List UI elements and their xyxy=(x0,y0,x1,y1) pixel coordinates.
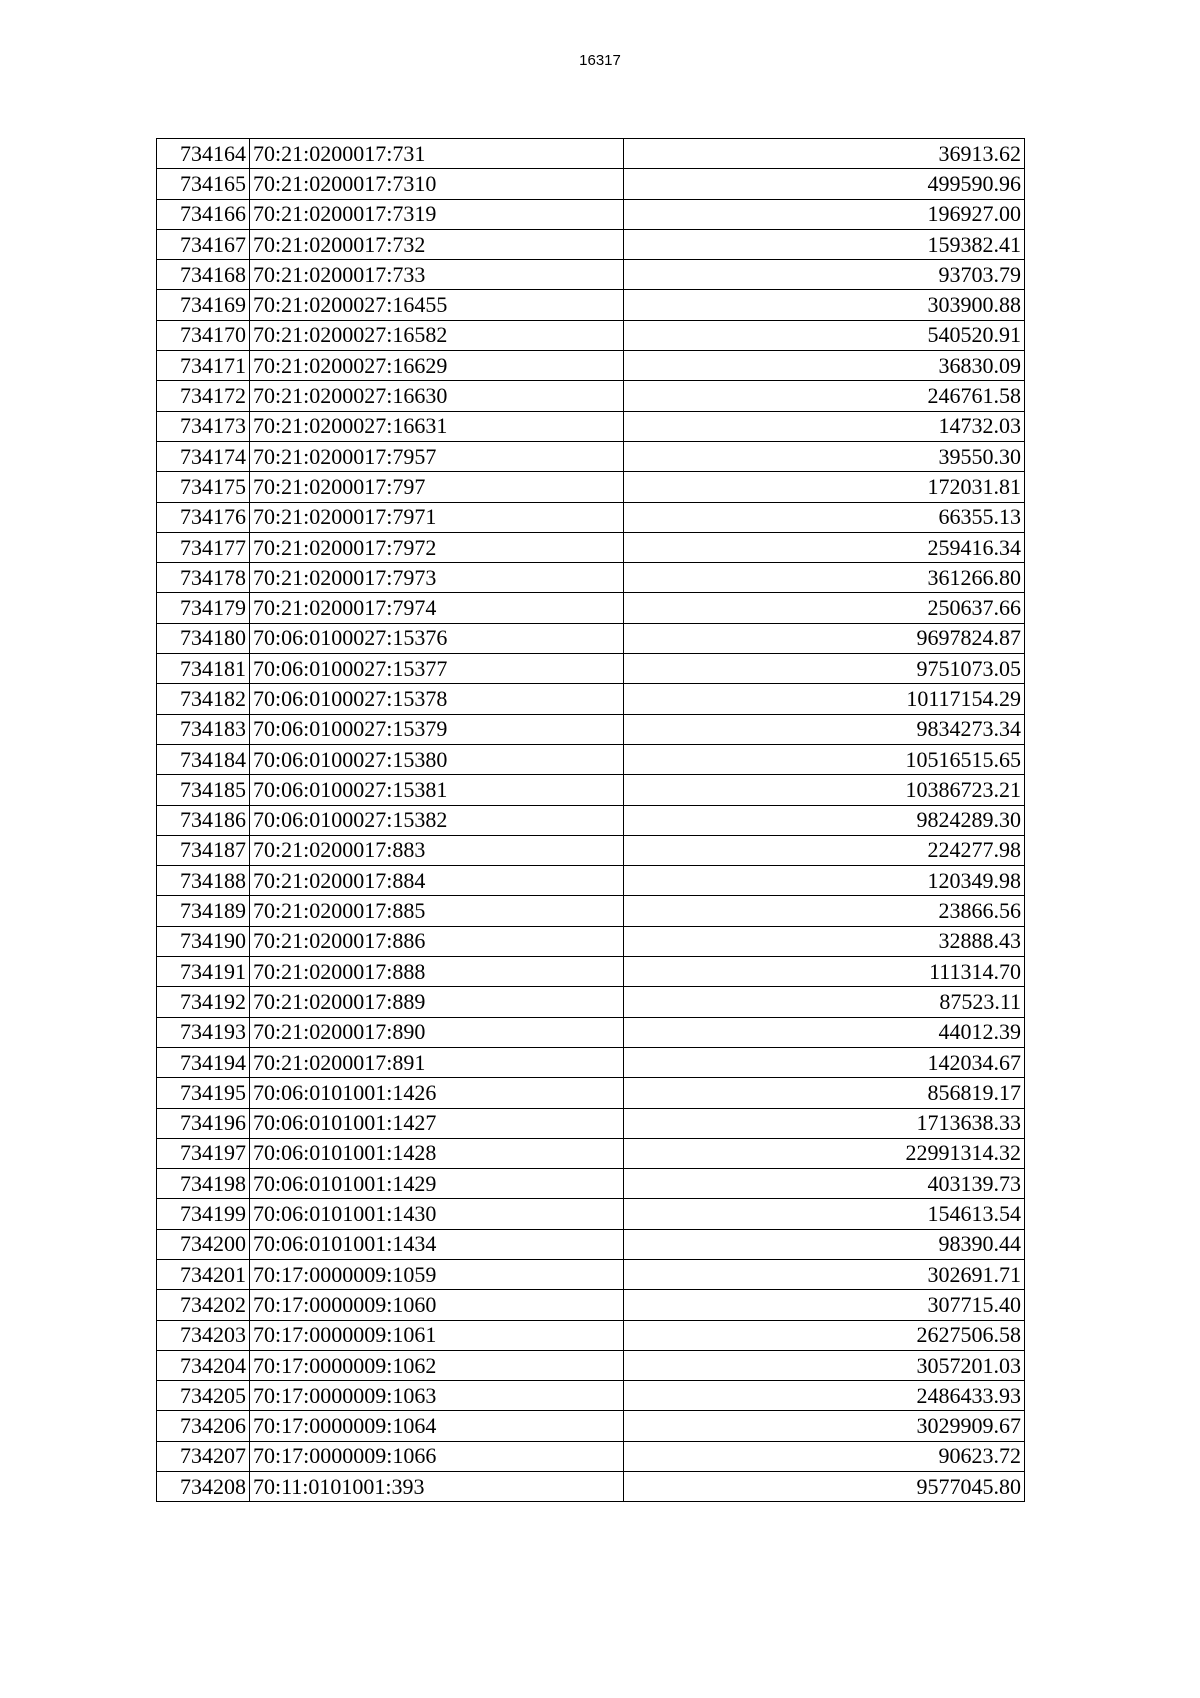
row-number-cell: 734198 xyxy=(157,1169,250,1199)
table-row xyxy=(157,1381,1025,1411)
table-row xyxy=(157,1320,1025,1350)
value-cell: 22991314.32 xyxy=(624,1138,1025,1168)
cadastral-number-cell: 70:21:0200027:16631 xyxy=(250,411,624,441)
cadastral-number-cell: 70:21:0200017:885 xyxy=(250,896,624,926)
row-number-cell: 734202 xyxy=(157,1290,250,1320)
value-cell: 250637.66 xyxy=(624,593,1025,623)
cadastral-number-cell: 70:17:0000009:1059 xyxy=(250,1259,624,1289)
cadastral-number-cell: 70:21:0200017:889 xyxy=(250,987,624,1017)
value-cell: 2486433.93 xyxy=(624,1381,1025,1411)
row-number-cell: 734179 xyxy=(157,593,250,623)
value-cell: 90623.72 xyxy=(624,1441,1025,1471)
table-row xyxy=(157,1138,1025,1168)
row-number-cell: 734172 xyxy=(157,381,250,411)
value-cell: 154613.54 xyxy=(624,1199,1025,1229)
table-row xyxy=(157,926,1025,956)
cadastral-number-cell: 70:06:0101001:1430 xyxy=(250,1199,624,1229)
row-number-cell: 734195 xyxy=(157,1078,250,1108)
value-cell: 142034.67 xyxy=(624,1047,1025,1077)
row-number-cell: 734189 xyxy=(157,896,250,926)
cadastral-number-cell: 70:17:0000009:1061 xyxy=(250,1320,624,1350)
row-number-cell: 734164 xyxy=(157,139,250,169)
table-row xyxy=(157,411,1025,441)
table-row xyxy=(157,320,1025,350)
value-cell: 9824289.30 xyxy=(624,805,1025,835)
table-row xyxy=(157,563,1025,593)
row-number-cell: 734180 xyxy=(157,623,250,653)
table-row xyxy=(157,866,1025,896)
cadastral-number-cell: 70:21:0200017:731 xyxy=(250,139,624,169)
row-number-cell: 734188 xyxy=(157,866,250,896)
value-cell: 39550.30 xyxy=(624,441,1025,471)
value-cell: 10516515.65 xyxy=(624,744,1025,774)
row-number-cell: 734186 xyxy=(157,805,250,835)
value-cell: 172031.81 xyxy=(624,472,1025,502)
table-row xyxy=(157,199,1025,229)
row-number-cell: 734196 xyxy=(157,1108,250,1138)
cadastral-number-cell: 70:11:0101001:393 xyxy=(250,1472,624,1502)
row-number-cell: 734169 xyxy=(157,290,250,320)
table-row xyxy=(157,1441,1025,1471)
cadastral-number-cell: 70:17:0000009:1064 xyxy=(250,1411,624,1441)
table-row xyxy=(157,896,1025,926)
cadastral-number-cell: 70:06:0100027:15378 xyxy=(250,684,624,714)
value-cell: 10117154.29 xyxy=(624,684,1025,714)
value-cell: 361266.80 xyxy=(624,563,1025,593)
cadastral-number-cell: 70:17:0000009:1062 xyxy=(250,1350,624,1380)
value-cell: 2627506.58 xyxy=(624,1320,1025,1350)
row-number-cell: 734166 xyxy=(157,199,250,229)
cadastral-number-cell: 70:06:0101001:1426 xyxy=(250,1078,624,1108)
cadastral-number-cell: 70:21:0200017:884 xyxy=(250,866,624,896)
row-number-cell: 734191 xyxy=(157,957,250,987)
table-row xyxy=(157,654,1025,684)
cadastral-number-cell: 70:21:0200017:7973 xyxy=(250,563,624,593)
value-cell: 159382.41 xyxy=(624,229,1025,259)
table-row xyxy=(157,1169,1025,1199)
table-row xyxy=(157,987,1025,1017)
row-number-cell: 734171 xyxy=(157,351,250,381)
row-number-cell: 734203 xyxy=(157,1320,250,1350)
row-number-cell: 734170 xyxy=(157,320,250,350)
table-row xyxy=(157,775,1025,805)
row-number-cell: 734197 xyxy=(157,1138,250,1168)
value-cell: 307715.40 xyxy=(624,1290,1025,1320)
table-row xyxy=(157,1350,1025,1380)
cadastral-number-cell: 70:21:0200017:7319 xyxy=(250,199,624,229)
cadastral-number-cell: 70:21:0200027:16630 xyxy=(250,381,624,411)
value-cell: 32888.43 xyxy=(624,926,1025,956)
cadastral-number-cell: 70:21:0200017:891 xyxy=(250,1047,624,1077)
cadastral-number-cell: 70:06:0100027:15376 xyxy=(250,623,624,653)
cadastral-number-cell: 70:06:0100027:15379 xyxy=(250,714,624,744)
table-row xyxy=(157,381,1025,411)
table-row xyxy=(157,805,1025,835)
value-cell: 10386723.21 xyxy=(624,775,1025,805)
value-cell: 120349.98 xyxy=(624,866,1025,896)
value-cell: 98390.44 xyxy=(624,1229,1025,1259)
row-number-cell: 734181 xyxy=(157,654,250,684)
cadastral-number-cell: 70:21:0200027:16629 xyxy=(250,351,624,381)
row-number-cell: 734165 xyxy=(157,169,250,199)
row-number-cell: 734192 xyxy=(157,987,250,1017)
table-row xyxy=(157,957,1025,987)
value-cell: 1713638.33 xyxy=(624,1108,1025,1138)
table-row xyxy=(157,1229,1025,1259)
value-cell: 3057201.03 xyxy=(624,1350,1025,1380)
value-cell: 9577045.80 xyxy=(624,1472,1025,1502)
value-cell: 23866.56 xyxy=(624,896,1025,926)
row-number-cell: 734201 xyxy=(157,1259,250,1289)
table-row xyxy=(157,1078,1025,1108)
cadastral-number-cell: 70:06:0100027:15377 xyxy=(250,654,624,684)
value-cell: 196927.00 xyxy=(624,199,1025,229)
table-row xyxy=(157,472,1025,502)
table-row xyxy=(157,502,1025,532)
value-cell: 302691.71 xyxy=(624,1259,1025,1289)
value-cell: 259416.34 xyxy=(624,532,1025,562)
table-row xyxy=(157,1259,1025,1289)
table-row xyxy=(157,532,1025,562)
table-row xyxy=(157,623,1025,653)
table-row xyxy=(157,260,1025,290)
row-number-cell: 734205 xyxy=(157,1381,250,1411)
table-body xyxy=(157,139,1025,1502)
cadastral-number-cell: 70:21:0200027:16455 xyxy=(250,290,624,320)
row-number-cell: 734187 xyxy=(157,835,250,865)
cadastral-number-cell: 70:06:0100027:15382 xyxy=(250,805,624,835)
cadastral-number-cell: 70:21:0200017:883 xyxy=(250,835,624,865)
cadastral-number-cell: 70:21:0200027:16582 xyxy=(250,320,624,350)
table-row xyxy=(157,1411,1025,1441)
cadastral-number-cell: 70:06:0101001:1434 xyxy=(250,1229,624,1259)
cadastral-number-cell: 70:21:0200017:733 xyxy=(250,260,624,290)
table-row xyxy=(157,593,1025,623)
table-row xyxy=(157,1108,1025,1138)
table-row xyxy=(157,684,1025,714)
row-number-cell: 734182 xyxy=(157,684,250,714)
value-cell: 44012.39 xyxy=(624,1017,1025,1047)
table-row xyxy=(157,1017,1025,1047)
row-number-cell: 734190 xyxy=(157,926,250,956)
table-row xyxy=(157,441,1025,471)
row-number-cell: 734199 xyxy=(157,1199,250,1229)
cadastral-number-cell: 70:21:0200017:7972 xyxy=(250,532,624,562)
table-row xyxy=(157,229,1025,259)
cadastral-number-cell: 70:21:0200017:7957 xyxy=(250,441,624,471)
row-number-cell: 734200 xyxy=(157,1229,250,1259)
row-number-cell: 734207 xyxy=(157,1441,250,1471)
row-number-cell: 734208 xyxy=(157,1472,250,1502)
value-cell: 9834273.34 xyxy=(624,714,1025,744)
table-row xyxy=(157,714,1025,744)
value-cell: 540520.91 xyxy=(624,320,1025,350)
value-cell: 111314.70 xyxy=(624,957,1025,987)
value-cell: 87523.11 xyxy=(624,987,1025,1017)
value-cell: 36913.62 xyxy=(624,139,1025,169)
row-number-cell: 734176 xyxy=(157,502,250,532)
data-table xyxy=(156,138,1025,1502)
row-number-cell: 734173 xyxy=(157,411,250,441)
table-row xyxy=(157,744,1025,774)
table-row xyxy=(157,1472,1025,1502)
row-number-cell: 734178 xyxy=(157,563,250,593)
row-number-cell: 734194 xyxy=(157,1047,250,1077)
cadastral-number-cell: 70:21:0200017:7310 xyxy=(250,169,624,199)
cadastral-number-cell: 70:21:0200017:732 xyxy=(250,229,624,259)
cadastral-number-cell: 70:06:0101001:1428 xyxy=(250,1138,624,1168)
value-cell: 246761.58 xyxy=(624,381,1025,411)
value-cell: 499590.96 xyxy=(624,169,1025,199)
value-cell: 66355.13 xyxy=(624,502,1025,532)
cadastral-number-cell: 70:17:0000009:1066 xyxy=(250,1441,624,1471)
table-row xyxy=(157,835,1025,865)
table-row xyxy=(157,1047,1025,1077)
page-number: 16317 xyxy=(579,52,621,69)
cadastral-number-cell: 70:21:0200017:886 xyxy=(250,926,624,956)
row-number-cell: 734167 xyxy=(157,229,250,259)
row-number-cell: 734204 xyxy=(157,1350,250,1380)
cadastral-number-cell: 70:17:0000009:1063 xyxy=(250,1381,624,1411)
value-cell: 224277.98 xyxy=(624,835,1025,865)
value-cell: 93703.79 xyxy=(624,260,1025,290)
row-number-cell: 734174 xyxy=(157,441,250,471)
value-cell: 14732.03 xyxy=(624,411,1025,441)
cadastral-number-cell: 70:21:0200017:890 xyxy=(250,1017,624,1047)
row-number-cell: 734175 xyxy=(157,472,250,502)
table-row xyxy=(157,139,1025,169)
cadastral-number-cell: 70:06:0100027:15380 xyxy=(250,744,624,774)
row-number-cell: 734185 xyxy=(157,775,250,805)
cadastral-number-cell: 70:17:0000009:1060 xyxy=(250,1290,624,1320)
row-number-cell: 734177 xyxy=(157,532,250,562)
cadastral-number-cell: 70:21:0200017:7974 xyxy=(250,593,624,623)
cadastral-number-cell: 70:21:0200017:7971 xyxy=(250,502,624,532)
value-cell: 403139.73 xyxy=(624,1169,1025,1199)
cadastral-number-cell: 70:21:0200017:797 xyxy=(250,472,624,502)
row-number-cell: 734168 xyxy=(157,260,250,290)
table-row xyxy=(157,290,1025,320)
cadastral-number-cell: 70:06:0101001:1429 xyxy=(250,1169,624,1199)
table-row xyxy=(157,169,1025,199)
value-cell: 856819.17 xyxy=(624,1078,1025,1108)
row-number-cell: 734193 xyxy=(157,1017,250,1047)
cadastral-number-cell: 70:06:0101001:1427 xyxy=(250,1108,624,1138)
value-cell: 303900.88 xyxy=(624,290,1025,320)
row-number-cell: 734184 xyxy=(157,744,250,774)
cadastral-number-cell: 70:06:0100027:15381 xyxy=(250,775,624,805)
value-cell: 9697824.87 xyxy=(624,623,1025,653)
row-number-cell: 734206 xyxy=(157,1411,250,1441)
table-row xyxy=(157,1199,1025,1229)
value-cell: 36830.09 xyxy=(624,351,1025,381)
value-cell: 3029909.67 xyxy=(624,1411,1025,1441)
row-number-cell: 734183 xyxy=(157,714,250,744)
cadastral-number-cell: 70:21:0200017:888 xyxy=(250,957,624,987)
value-cell: 9751073.05 xyxy=(624,654,1025,684)
table-row xyxy=(157,351,1025,381)
table-row xyxy=(157,1290,1025,1320)
